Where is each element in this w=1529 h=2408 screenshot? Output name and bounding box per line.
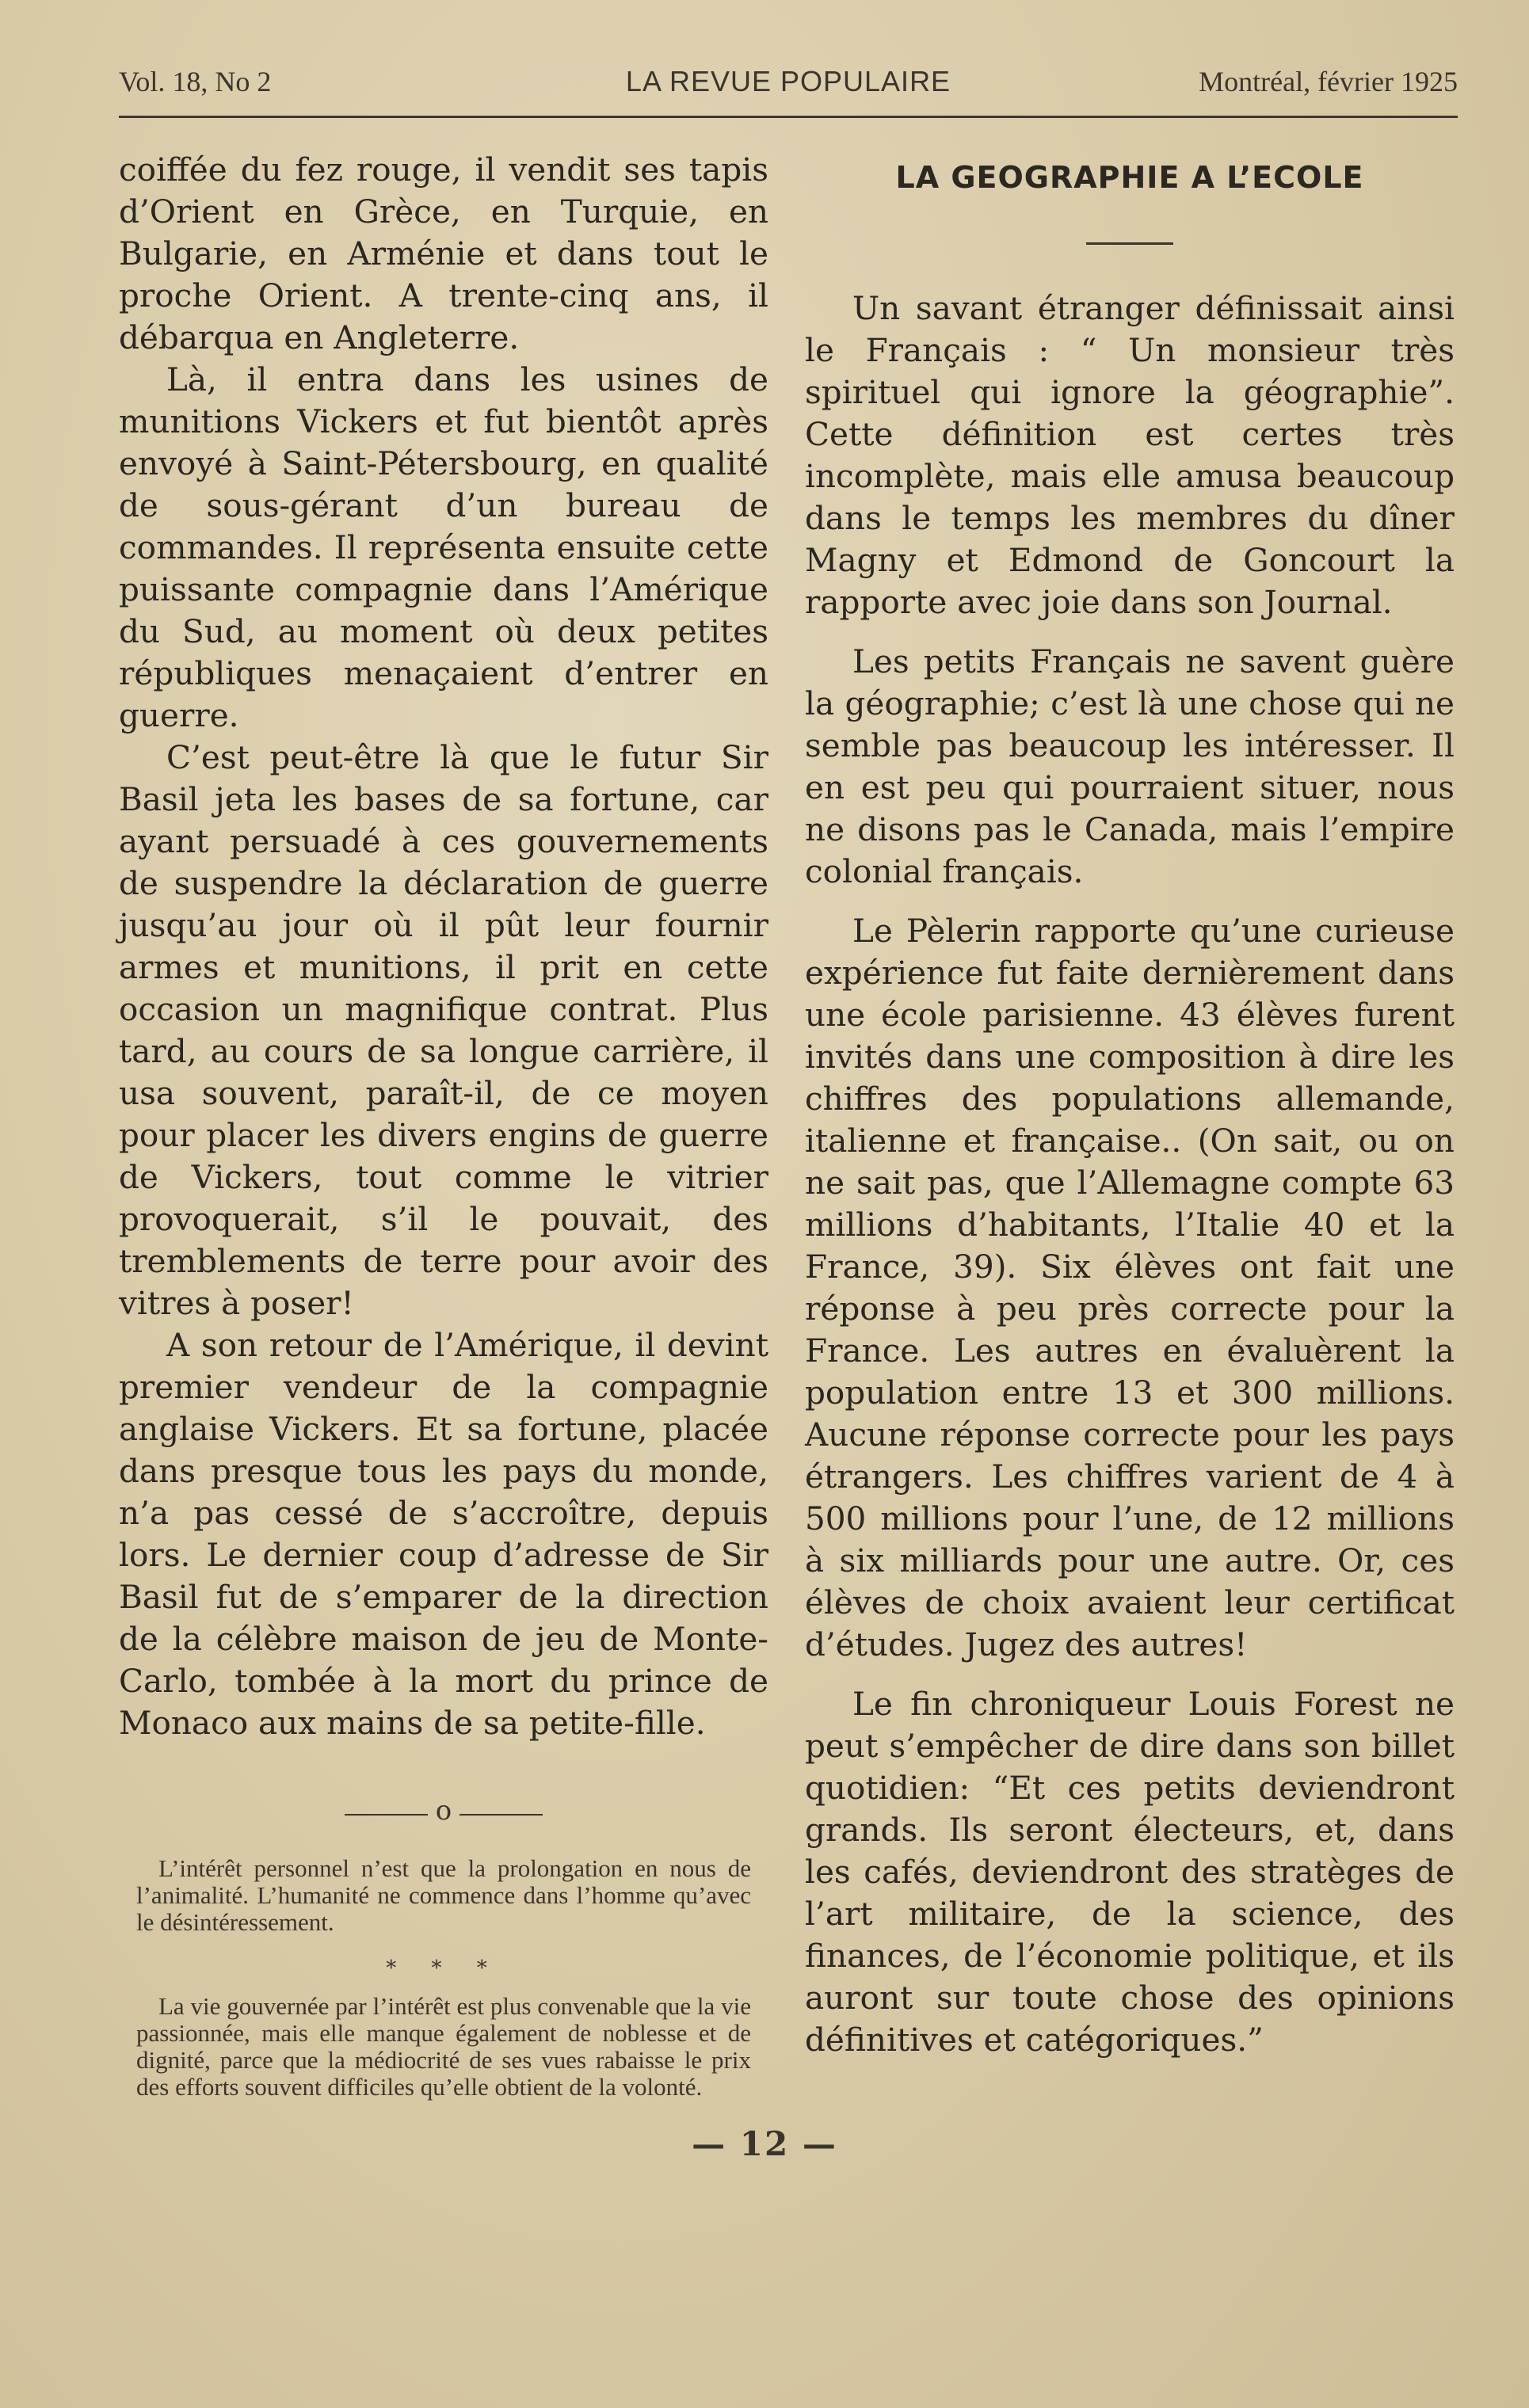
right-column bbox=[805, 149, 1455, 2061]
article-title: LA GEOGRAPHIE A L’ECOLE bbox=[895, 160, 1364, 195]
page-number: — 12 — bbox=[692, 2124, 837, 2163]
maxim-text: La vie gouvernée par l’intérêt est plus convenable que la vie passionnée, mais elle manque également de noblesse et de dignité, parce que la médiocrité de ses vues rabaisse le prix des efforts souvent difficiles qu’elle obtient de la volonté. bbox=[136, 1992, 751, 2101]
article-paragraph: Le Pèlerin rapporte qu’une curieuse expérience fut faite dernièrement dans une école parisienne. 43 élèves furent invités dans une composition à dire les chiffres des populations allemande, italienne et française.. (On sait, ou on ne sait pas, que l’Allemagne compte 63 millions d’habitants, l’Italie 40 et la France, 39). Six élèves ont fait une réponse à peu près correcte pour la France. Les autres en évaluèrent la population entre 13 et 300 millions. Aucune réponse correcte pour les pays étrangers. Les chiffres varient de 4 à 500 millions pour l’une, de 12 millions à six milliards pour une autre. Or, ces élèves de choix avaient leur certificat d’études. Jugez des autres! bbox=[805, 912, 1455, 1663]
article-paragraph: coiffée du fez rouge, il vendit ses tapis d’Orient en Grèce, en Turquie, en Bulgarie, en Arménie et dans tout le proche Orient. A trente-cinq ans, il débarqua en Angleterre. bbox=[119, 150, 768, 356]
article-paragraph: Un savant étranger définissait ainsi le Français : “ Un monsieur très spirituel qui ignore la géographie”. Cette définition est certes très incomplète, mais elle amusa beaucoup dans le temps les membres du dîner Magny et Edmond de Goncourt la rapporte avec joie dans son Journal. bbox=[805, 289, 1455, 621]
asterism: * * * bbox=[386, 1956, 501, 1980]
article-paragraph: Les petits Français ne savent guère la géographie; c’est là une chose qui ne semble pas beaucoup les intéresser. Il en est peu qui pourraient situer, nous ne disons pas le Canada, mais l’empire colonial français. bbox=[805, 642, 1455, 890]
maxim-text: L’intérêt personnel n’est que la prolongation en nous de l’animalité. L’humanité ne commence dans l’homme qu’avec le désintéressement. bbox=[136, 1854, 751, 1936]
article-paragraph: A son retour de l’Amérique, il devint premier vendeur de la compagnie anglaise Vickers. Et sa fortune, placée dans presque tous les pays du monde, n’a pas cessé de s’accroître, depuis lors. Le dernier coup d’adresse de Sir Basil fut de s’emparer de la direction de la célèbre maison de jeu de Monte-Carlo, tombée à la mort du prince de Monaco aux mains de sa petite-fille. bbox=[119, 1326, 768, 1742]
divider-mark: o bbox=[435, 1795, 452, 1827]
section-divider bbox=[345, 1795, 543, 1827]
volume-number: Vol. 18, No 2 bbox=[119, 66, 272, 97]
article-paragraph: C’est peut-être là que le futur Sir Basil jeta les bases de sa fortune, car ayant persuadé à ces gouvernements de suspendre la déclaration de guerre jusqu’au jour où il pût leur fournir armes et munitions, il prit en cette occasion un magnifique contrat. Plus tard, au cours de sa longue carrière, il usa souvent, paraît-il, de ce moyen pour placer les divers engins de guerre de Vickers, tout comme le vitrier provoquerait, s’il le pouvait, des tremblements de terre pour avoir des vitres à poser! bbox=[119, 738, 768, 1322]
publication-title: LA REVUE POPULAIRE bbox=[625, 65, 951, 97]
place-and-date: Montréal, février 1925 bbox=[1199, 66, 1458, 97]
left-column bbox=[119, 149, 768, 2101]
header-rule bbox=[119, 116, 1458, 118]
article-paragraph: Là, il entra dans les usines de munitions Vickers et fut bientôt après envoyé à Saint-Pétersbourg, en qualité de sous-gérant d’un bureau de commandes. Il représenta ensuite cette puissante compagnie dans l’Amérique du Sud, au moment où deux petites républiques menaçaient d’entrer en guerre. bbox=[119, 360, 768, 734]
running-head bbox=[119, 65, 1458, 106]
article-paragraph: Le fin chroniqueur Louis Forest ne peut s’empêcher de dire dans son billet quotidien: “Et ces petits deviendront grands. Ils seront électeurs, et, dans les cafés, deviendront des stratèges de l’art militaire, de la science, des finances, de l’économie politique, et ils auront sur toute chose des opinions définitives et catégoriques.” bbox=[805, 1685, 1455, 2059]
title-rule bbox=[1086, 242, 1173, 245]
